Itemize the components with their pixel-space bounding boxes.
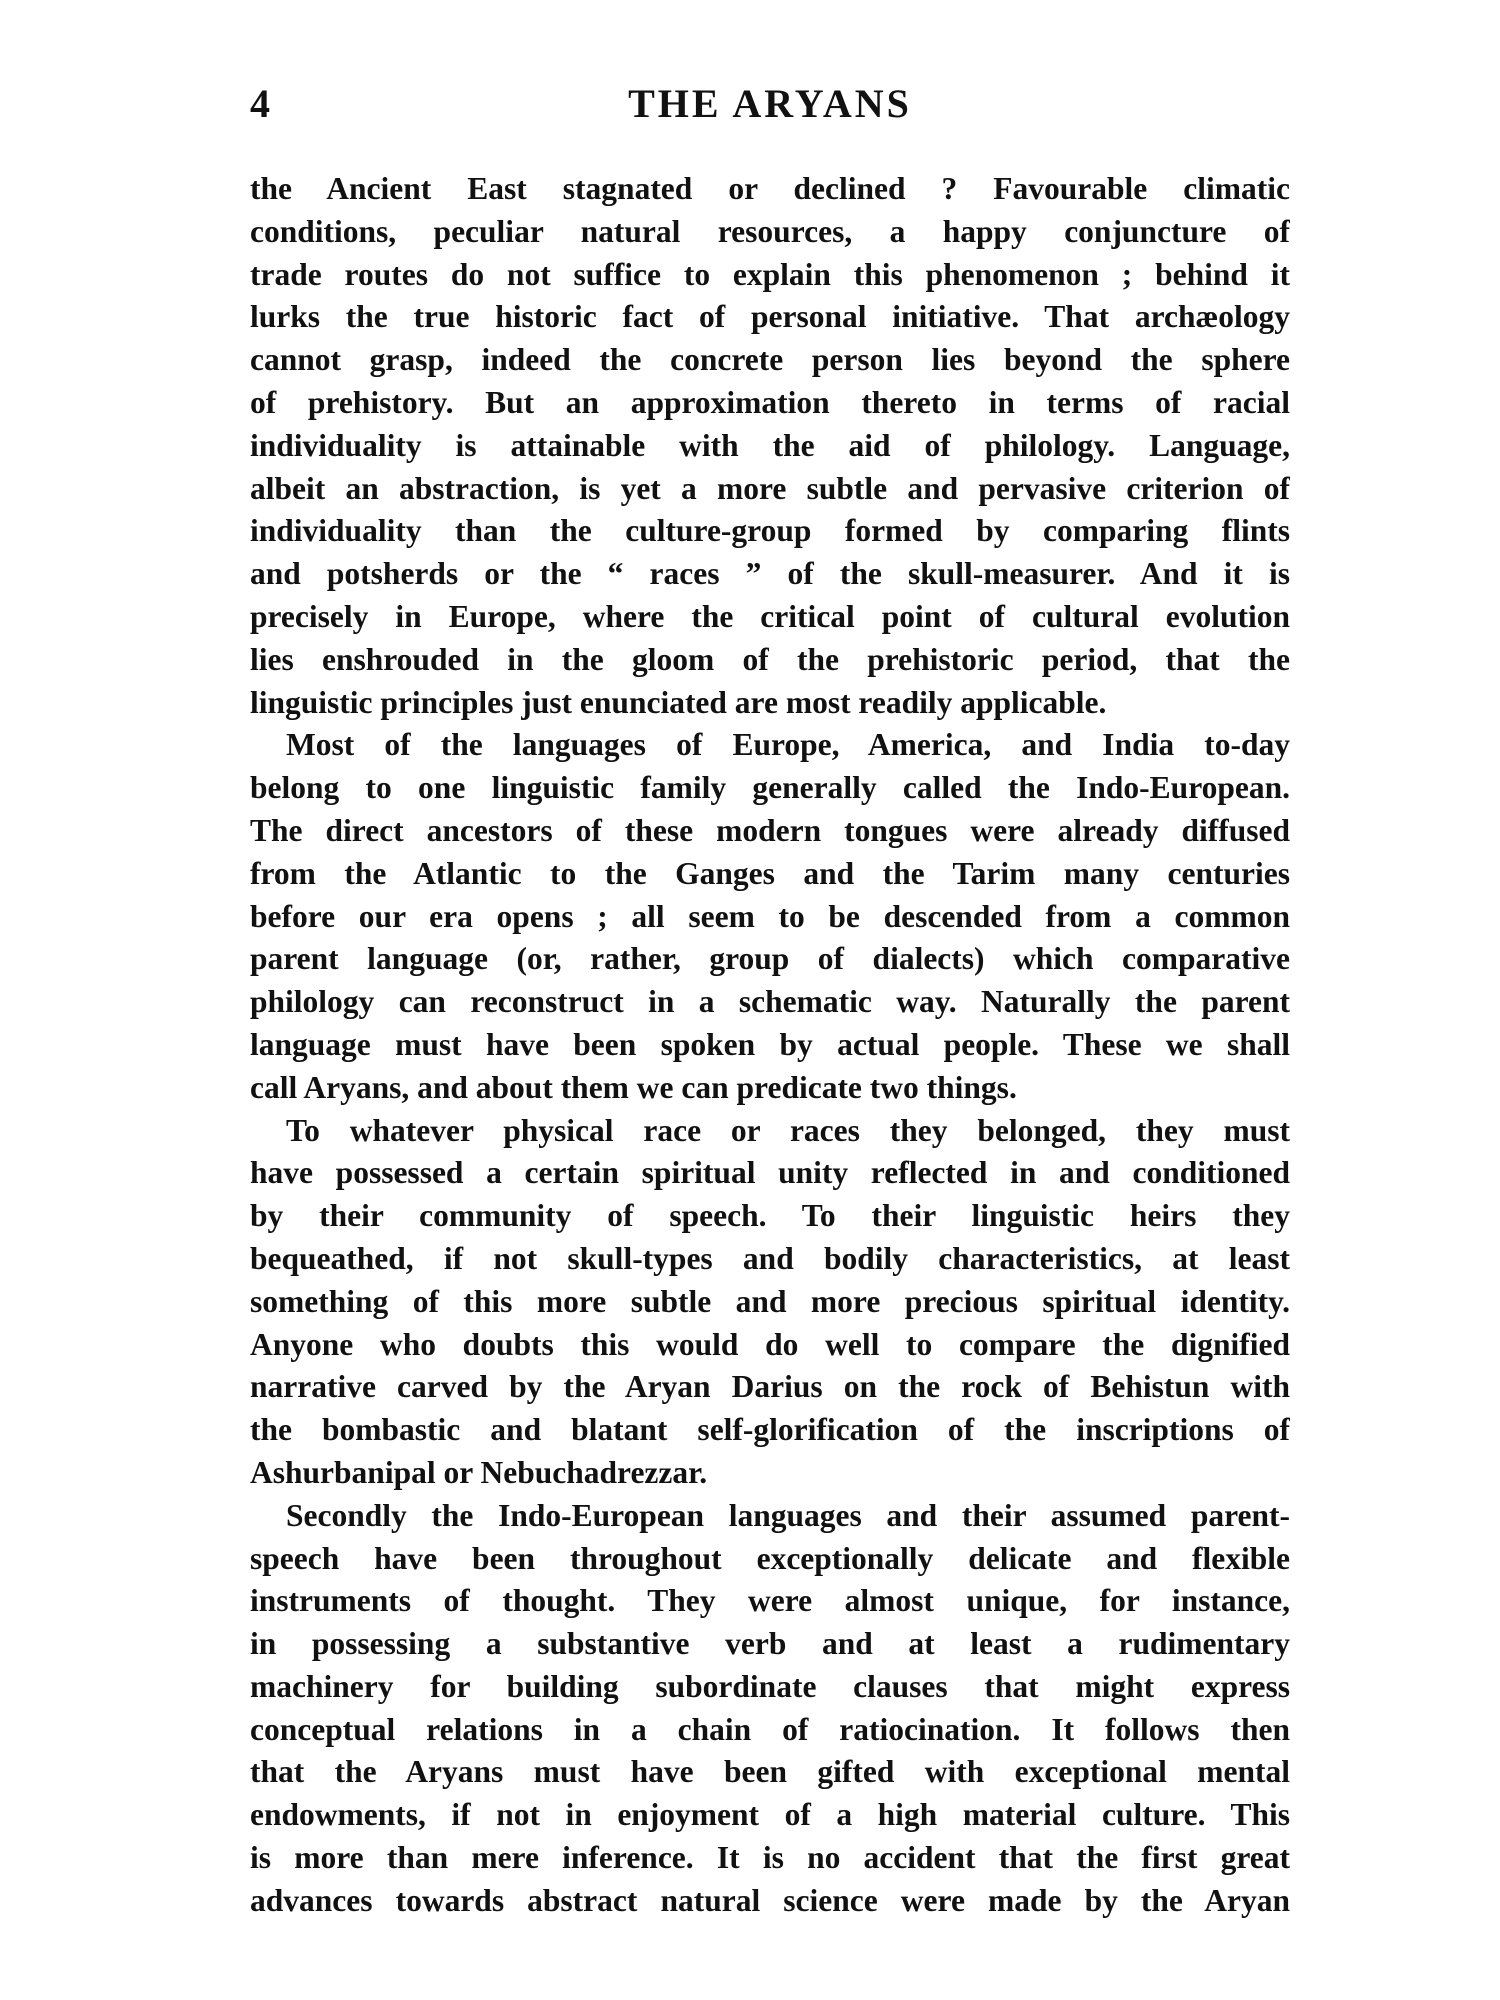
body-text [250,168,1290,1923]
text-line: Secondly the Indo-European languages and their assumed parent- [286,1497,1290,1533]
text-line: something of this more subtle and more precious spiritual identity. [250,1283,1290,1319]
text-line: individuality than the culture-group formed by comparing flints [250,513,1290,549]
text-line: instruments of thought. They were almost unique, for instance, [250,1583,1290,1619]
text-line: from the Atlantic to the Ganges and the Tarim many centuries [250,855,1290,891]
text-line: and potsherds or the “ races ” of the skull-measurer. And it is [250,556,1290,592]
page-number: 4 [250,81,270,126]
text-line: Most of the languages of Europe, America, and India to-day [286,727,1290,763]
text-line: conditions, peculiar natural resources, a happy conjuncture of [250,213,1290,249]
text-line: is more than mere inference. It is no accident that the first great [250,1840,1290,1876]
page-header [250,80,1290,140]
text-line: philology can reconstruct in a schematic way. Naturally the parent [250,984,1290,1020]
text-line: narrative carved by the Aryan Darius on the rock of Behistun with [250,1369,1290,1405]
text-line: the bombastic and blatant self-glorification of the inscriptions of [250,1412,1290,1448]
text-line: lurks the true historic fact of personal initiative. That archæology [250,299,1290,335]
paragraph [250,1110,1290,1495]
text-line: in possessing a substantive verb and at least a rudimentary [250,1626,1290,1662]
text-line: trade routes do not suffice to explain this phenomenon ; behind it [250,256,1290,292]
text-line: speech have been throughout exceptionally delicate and flexible [250,1540,1290,1576]
text-line: Ashurbanipal or Nebuchadrezzar. [250,1454,708,1490]
text-line: have possessed a certain spiritual unity reflected in and conditioned [250,1155,1290,1191]
paragraph [250,1495,1290,1923]
text-line: albeit an abstraction, is yet a more subtle and pervasive criterion of [250,470,1290,506]
text-line: of prehistory. But an approximation thereto in terms of racial [250,384,1290,420]
text-line: linguistic principles just enunciated are most readily applicable. [250,684,1107,720]
running-head: THE ARYANS [628,81,912,126]
text-line: the Ancient East stagnated or declined ? Favourable climatic [250,171,1290,206]
text-line: call Aryans, and about them we can predicate two things. [250,1069,1017,1105]
text-line: language must have been spoken by actual people. These we shall [250,1026,1290,1062]
paragraph [250,724,1290,1109]
text-line: conceptual relations in a chain of ratiocination. It follows then [250,1711,1290,1747]
text-line: machinery for building subordinate clauses that might express [250,1668,1290,1704]
text-line: The direct ancestors of these modern tongues were already diffused [250,812,1290,848]
text-line: belong to one linguistic family generally called the Indo-European. [250,770,1290,806]
text-line: by their community of speech. To their linguistic heirs they [250,1198,1290,1234]
text-line: before our era opens ; all seem to be descended from a common [250,898,1290,934]
text-line: that the Aryans must have been gifted with exceptional mental [250,1754,1290,1790]
text-line: precisely in Europe, where the critical point of cultural evolution [250,598,1290,634]
text-line: Anyone who doubts this would do well to compare the dignified [250,1326,1290,1362]
text-line: bequeathed, if not skull-types and bodily characteristics, at least [250,1240,1290,1276]
text-line: parent language (or, rather, group of dialects) which comparative [250,941,1290,977]
text-line: To whatever physical race or races they belonged, they must [286,1112,1290,1148]
text-line: advances towards abstract natural science were made by the Aryan [250,1882,1290,1918]
text-line: endowments, if not in enjoyment of a high material culture. This [250,1797,1290,1833]
text-line: lies enshrouded in the gloom of the prehistoric period, that the [250,641,1290,677]
paragraph [250,168,1290,724]
text-line: cannot grasp, indeed the concrete person lies beyond the sphere [250,342,1290,378]
text-line: individuality is attainable with the aid of philology. Language, [250,427,1290,463]
